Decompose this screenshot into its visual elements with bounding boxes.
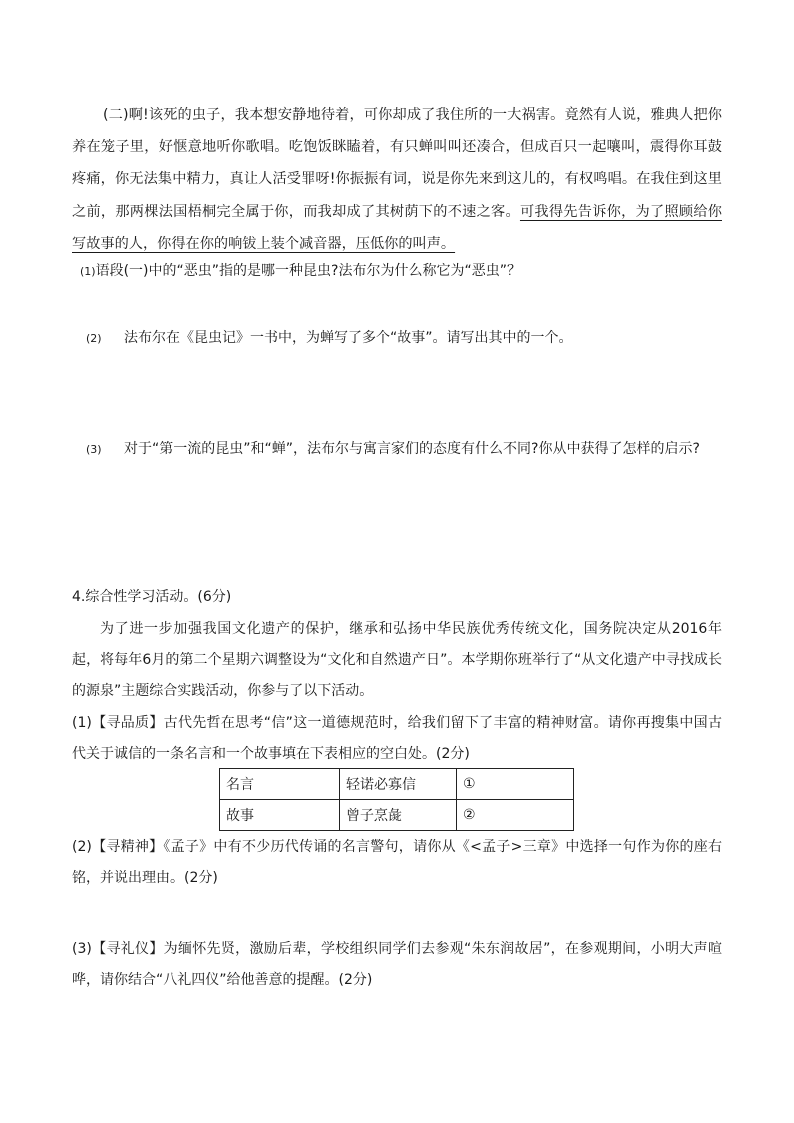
activity-2-text: (2)【寻精神】《孟子》中有不少历代传诵的名言警句，请你从《<孟子>三章》中选择一句作为你的座右铭，并说出理由。(2分)	[72, 839, 722, 886]
activity-3-prompt	[72, 934, 722, 996]
table-cell: 轻诺必寡信	[340, 769, 457, 800]
passage-underlined-text: 可我得先告诉你，为了照顾给你写故事的人，你得在你的响钹上装个减音器，压低你的叫声。	[72, 203, 722, 252]
question-number: (1)	[80, 265, 96, 278]
activity-1-prompt	[72, 708, 722, 770]
question-3	[86, 439, 700, 460]
passage-paragraph	[72, 99, 722, 260]
table-cell: 故事	[220, 800, 340, 831]
table-row	[220, 800, 574, 831]
question-2	[86, 328, 573, 349]
passage-text: (二)啊!该死的虫子，我本想安静地待着，可你却成了我住所的一大祸害。竟然有人说，雅典人把你养在笼子里，好惬意地听你歌唱。吃饱饭眯瞌着，有只蝉叫叫还凑合，但成百只一起嚷叫，震得你耳鼓疼痛，你无法集中精力，真让人活受罪呀!你振振有词，说是你先来到这儿的，有权鸣唱。在我住到这里之前，那两棵法国梧桐完全属于你，而我却成了其树荫下的不速之客。	[72, 107, 722, 220]
question-text: 对于“第一流的昆虫”和“蝉”，法布尔与寓言家们的态度有什么不同?你从中获得了怎样的启示?	[124, 441, 700, 457]
activity-3-text: (3)【寻礼仪】为缅怀先贤，激励后辈，学校组织同学们去参观“朱东润故居”，在参观期间，小明大声喧哗，请你结合“八礼四仪”给他善意的提醒。(2分)	[72, 941, 722, 988]
activity-2-prompt	[72, 832, 722, 894]
section-intro-text: 为了进一步加强我国文化遗产的保护，继承和弘扬中华民族优秀传统文化，国务院决定从2016年起，将每年6月的第二个星期六调整设为“文化和自然遗产日”。本学期你班举行了“从文化遗产中寻找成长的源泉”主题综合实践活动，你参与了以下活动。	[72, 621, 722, 699]
section-intro	[72, 614, 722, 707]
integrity-table	[219, 768, 574, 831]
answer-blank[interactable]: ①	[457, 769, 574, 800]
table-row	[220, 769, 574, 800]
question-1	[80, 261, 521, 282]
question-number: (2)	[86, 332, 102, 345]
table-cell: 曾子烹彘	[340, 800, 457, 831]
table-cell: 名言	[220, 769, 340, 800]
section-heading: 4.综合性学习活动。(6分)	[72, 589, 232, 605]
answer-blank[interactable]: ②	[457, 800, 574, 831]
question-text: 法布尔在《昆虫记》一书中，为蝉写了多个“故事”。请写出其中的一个。	[124, 330, 573, 346]
question-text: 语段(一)中的“恶虫”指的是哪一种昆虫?法布尔为什么称它为“恶虫”？	[95, 263, 521, 279]
question-number: (3)	[86, 443, 102, 456]
activity-1-text: (1)【寻品质】古代先哲在思考“信”这一道德规范时，给我们留下了丰富的精神财富。请你再搜集中国古代关于诚信的一条名言和一个故事填在下表相应的空白处。(2分)	[72, 715, 722, 762]
